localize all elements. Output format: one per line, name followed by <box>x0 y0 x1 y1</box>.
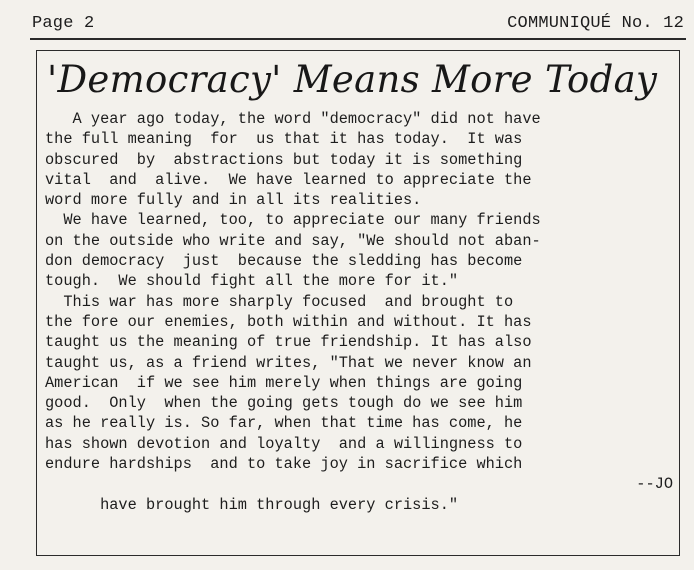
body-line-4: vital and alive. We have learned to appreciate the <box>45 170 532 189</box>
header-rule <box>30 38 686 40</box>
body-line-13: taught us, as a friend writes, "That we never know an <box>45 353 532 372</box>
body-line-6: We have learned, too, to appreciate our many friends <box>45 211 541 230</box>
body-line-8: don democracy just because the sledding has become <box>45 252 523 271</box>
article-headline: 'Democracy' Means More Today <box>47 58 658 101</box>
body-line-5: word more fully and in all its realities. <box>45 191 422 210</box>
body-line-17: has shown devotion and loyalty and a willingness to <box>45 434 523 453</box>
body-line-1: A year ago today, the word "democracy" did not have <box>45 110 541 128</box>
body-line-12: taught us the meaning of true friendship. It has also <box>45 333 532 352</box>
body-line-14: American if we see him merely when things are going <box>45 373 523 392</box>
author-signature: --JO <box>636 475 673 494</box>
body-line-10: This war has more sharply focused and brought to <box>45 292 514 311</box>
article-box <box>36 50 680 556</box>
article-body <box>45 109 675 514</box>
page-number: Page 2 <box>32 14 95 33</box>
body-line-19 <box>45 474 675 514</box>
page-header <box>32 12 684 36</box>
body-line-15: good. Only when the going gets tough do we see him <box>45 394 523 413</box>
body-line-3: obscured by abstractions but today it is something <box>45 150 523 169</box>
issue-title: COMMUNIQUÉ No. 12 <box>507 14 684 33</box>
body-line-2: the full meaning for us that it has today. It was <box>45 130 523 149</box>
body-line-7: on the outside who write and say, "We should not aban- <box>45 231 541 250</box>
body-line-9: tough. We should fight all the more for it." <box>45 272 459 291</box>
last-line-text: have brought him through every crisis." <box>100 495 459 514</box>
body-line-18: endure hardships and to take joy in sacrifice which <box>45 455 523 474</box>
body-line-16: as he really is. So far, when that time has come, he <box>45 414 523 433</box>
body-line-11: the fore our enemies, both within and without. It has <box>45 312 532 331</box>
